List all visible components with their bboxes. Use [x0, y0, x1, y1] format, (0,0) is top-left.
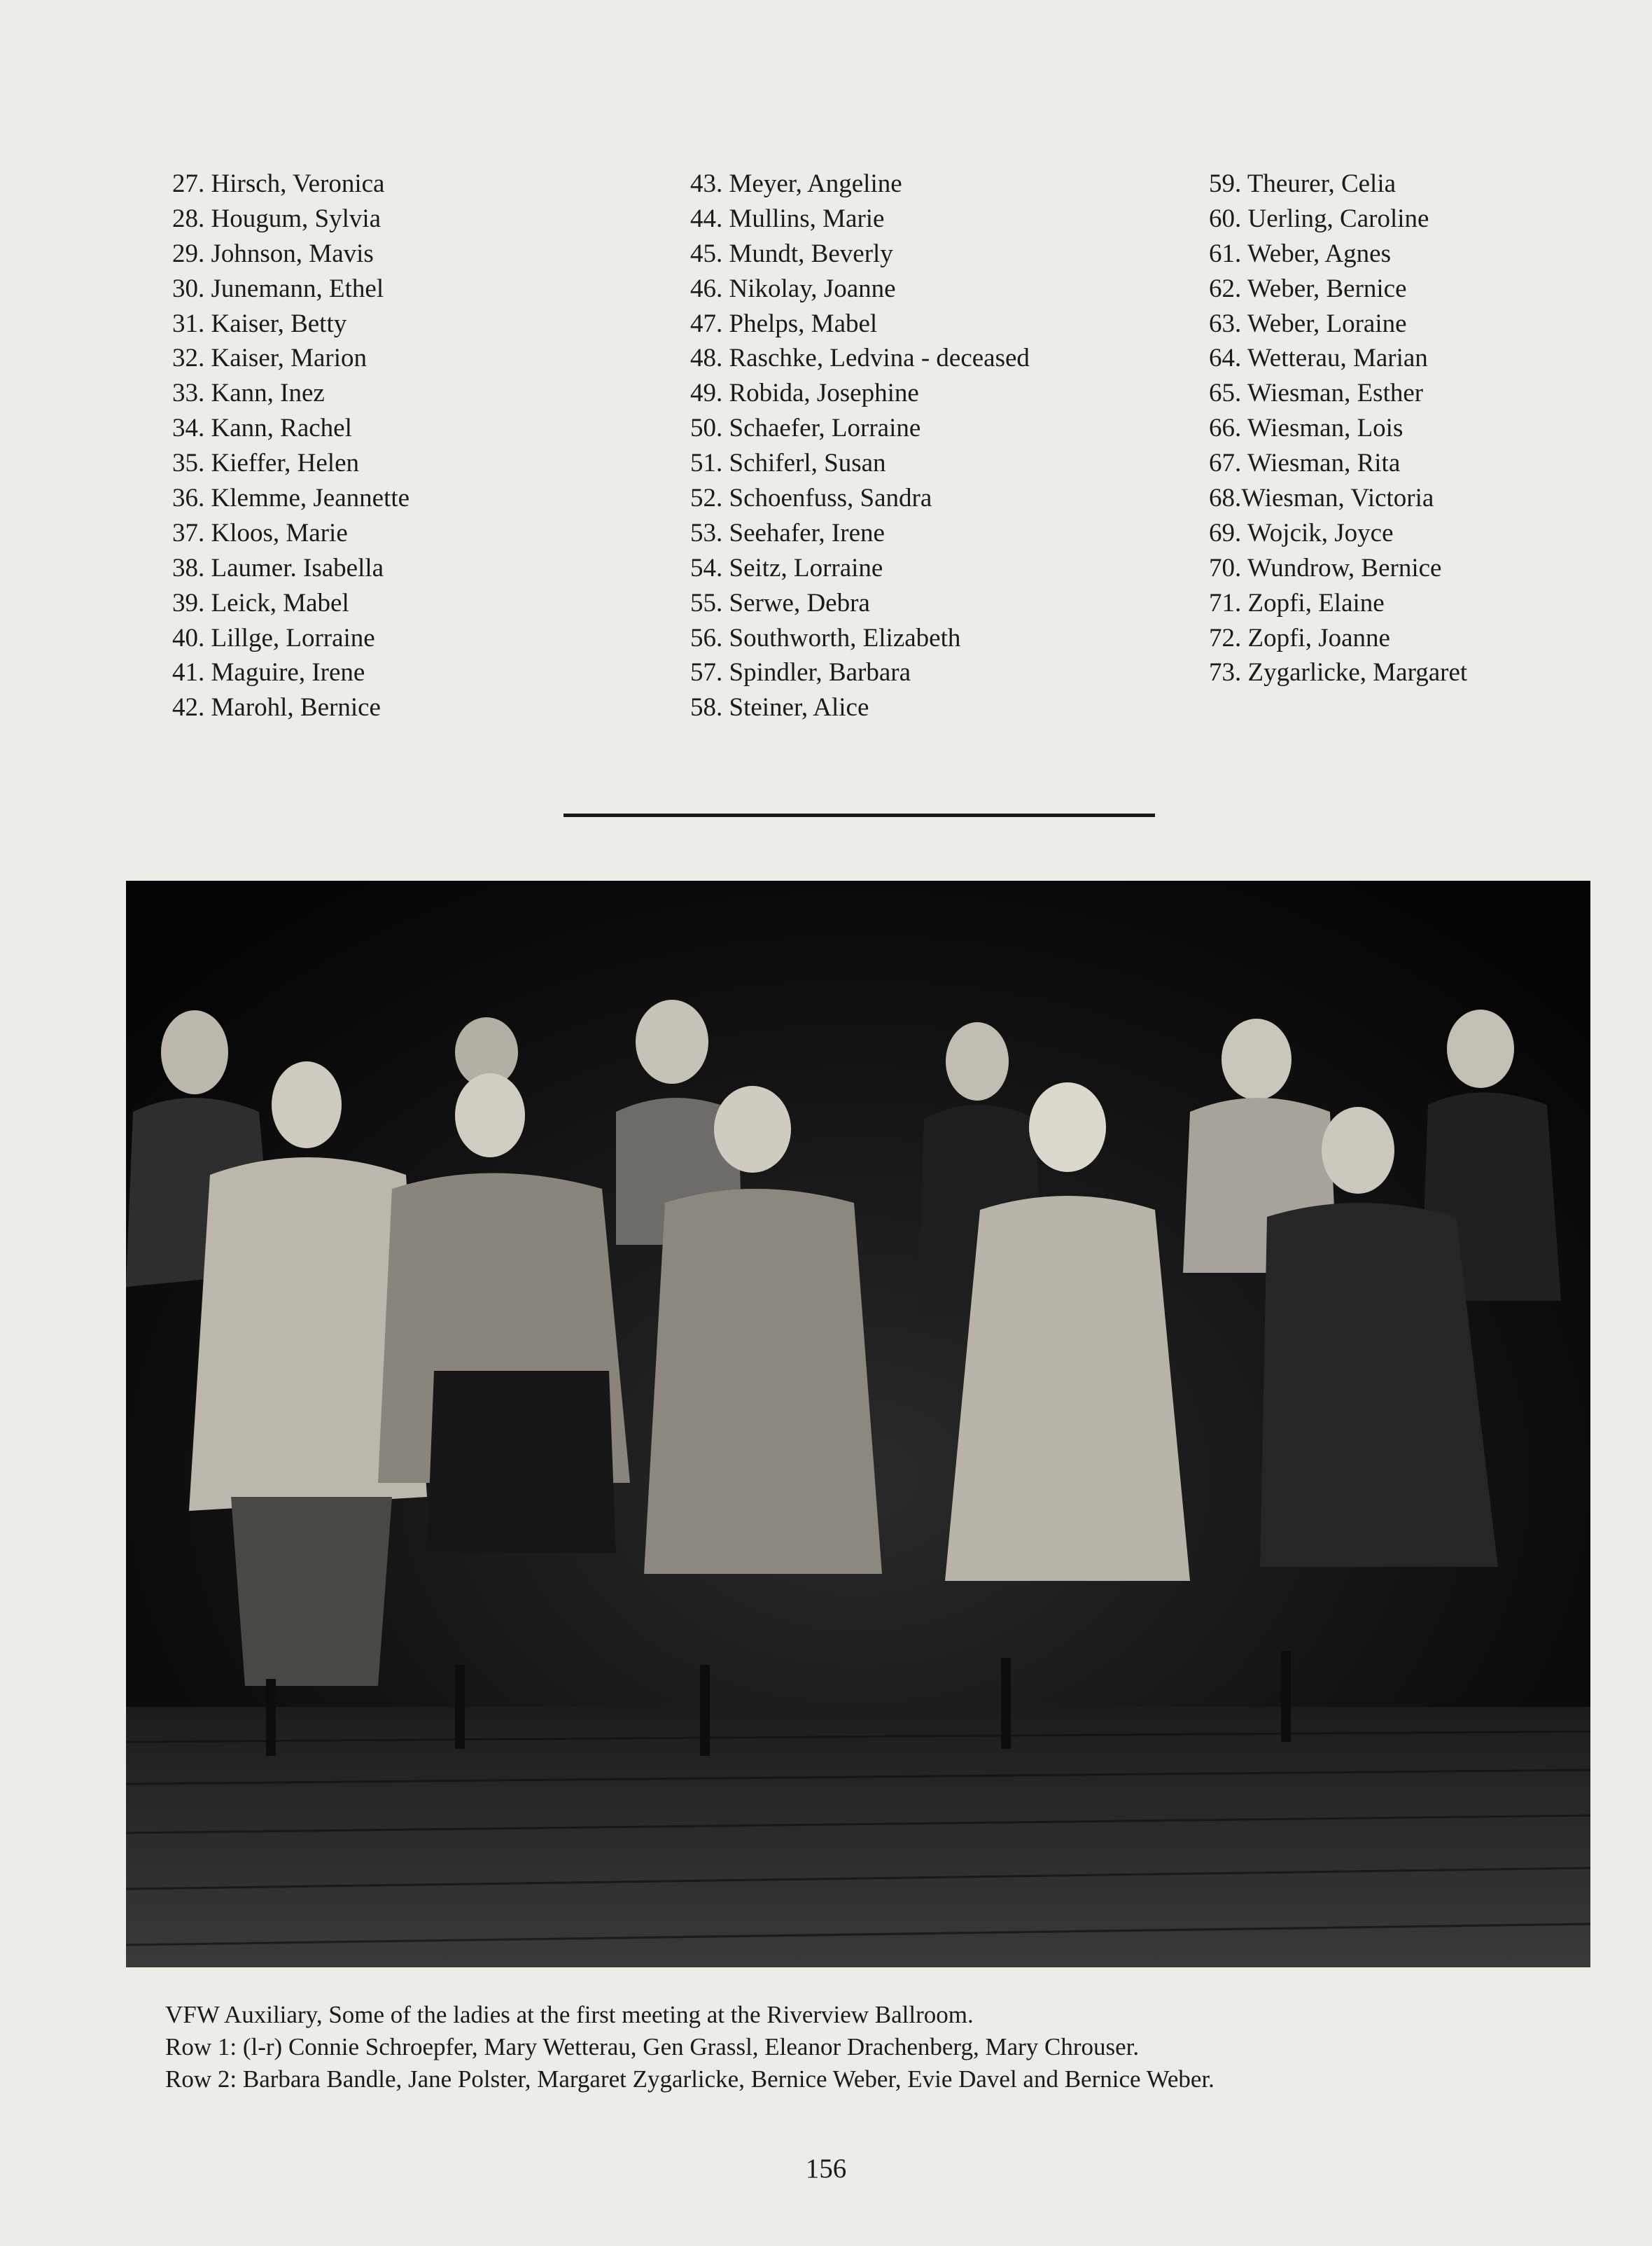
- roster-entry: 69. Wojcik, Joyce: [1209, 518, 1394, 547]
- roster-entry: 28. Hougum, Sylvia: [172, 204, 382, 233]
- caption-row-1: Row 1: (l-r) Connie Schroepfer, Mary Wetterau, Gen Grassl, Eleanor Drachenberg, Mary Chrouser.: [165, 2033, 1140, 2060]
- roster-entry: 72. Zopfi, Joanne: [1209, 623, 1390, 653]
- roster-entry: 64. Wetterau, Marian: [1209, 344, 1428, 373]
- group-photograph: [126, 881, 1590, 1967]
- roster-entry: 71. Zopfi, Elaine: [1209, 588, 1385, 618]
- roster-entry: 44. Mullins, Marie: [690, 204, 885, 233]
- caption-row-2: Row 2: Barbara Bandle, Jane Polster, Margaret Zygarlicke, Bernice Weber, Evie Davel and Bernice Weber.: [165, 2065, 1214, 2093]
- roster-entry: 47. Phelps, Mabel: [690, 309, 878, 338]
- roster-entry: 70. Wundrow, Bernice: [1209, 553, 1442, 583]
- roster-entry: 62. Weber, Bernice: [1209, 274, 1407, 303]
- roster-entry: 67. Wiesman, Rita: [1209, 449, 1401, 478]
- roster-entry: 43. Meyer, Angeline: [690, 169, 902, 198]
- roster-entry: 46. Nikolay, Joanne: [690, 274, 896, 303]
- roster-entry: 48. Raschke, Ledvina - deceased: [690, 344, 1030, 373]
- roster-column-3: [1209, 167, 1467, 690]
- roster-entry: 34. Kann, Rachel: [172, 414, 352, 443]
- roster-entry: 27. Hirsch, Veronica: [172, 169, 385, 198]
- roster-entry: 73. Zygarlicke, Margaret: [1209, 658, 1468, 688]
- roster-entry: 56. Southworth, Elizabeth: [690, 623, 961, 653]
- photo-caption: [165, 1999, 1214, 2095]
- roster-entry: 61. Weber, Agnes: [1209, 239, 1391, 268]
- roster-entry: 52. Schoenfuss, Sandra: [690, 484, 932, 513]
- roster-entry: 63. Weber, Loraine: [1209, 309, 1407, 338]
- roster-entry: 33. Kann, Inez: [172, 379, 325, 408]
- roster-entry: 41. Maguire, Irene: [172, 658, 365, 688]
- roster-entry: 30. Junemann, Ethel: [172, 274, 384, 303]
- roster-entry: 45. Mundt, Beverly: [690, 239, 893, 268]
- roster-entry: 49. Robida, Josephine: [690, 379, 919, 408]
- roster-entry: 50. Schaefer, Lorraine: [690, 414, 921, 443]
- section-divider: [564, 814, 1155, 817]
- roster-entry: 32. Kaiser, Marion: [172, 344, 368, 373]
- roster-entry: 60. Uerling, Caroline: [1209, 204, 1429, 233]
- photograph-illustration: [126, 881, 1590, 1967]
- roster-entry: 31. Kaiser, Betty: [172, 309, 347, 338]
- roster-entry: 66. Wiesman, Lois: [1209, 414, 1404, 443]
- roster-column-1: [172, 167, 410, 725]
- roster-entry: 38. Laumer. Isabella: [172, 553, 384, 583]
- roster-entry: 54. Seitz, Lorraine: [690, 553, 883, 583]
- roster-entry: 42. Marohl, Bernice: [172, 693, 381, 723]
- roster-entry: 35. Kieffer, Helen: [172, 449, 360, 478]
- roster-entry: 29. Johnson, Mavis: [172, 239, 374, 268]
- roster-entry: 37. Kloos, Marie: [172, 518, 348, 547]
- roster-entry: 65. Wiesman, Esther: [1209, 379, 1424, 408]
- roster-entry: 68.Wiesman, Victoria: [1209, 484, 1434, 513]
- page-number: 156: [805, 2154, 847, 2184]
- roster-entry: 39. Leick, Mabel: [172, 588, 349, 618]
- roster-column-2: [690, 167, 1030, 725]
- roster-entry: 51. Schiferl, Susan: [690, 449, 886, 478]
- caption-title: VFW Auxiliary, Some of the ladies at the first meeting at the Riverview Ballroom.: [165, 2001, 974, 2028]
- roster-entry: 58. Steiner, Alice: [690, 693, 869, 723]
- roster-entry: 55. Serwe, Debra: [690, 588, 870, 618]
- roster-entry: 40. Lillge, Lorraine: [172, 623, 375, 653]
- roster-entry: 57. Spindler, Barbara: [690, 658, 911, 688]
- roster-entry: 59. Theurer, Celia: [1209, 169, 1396, 198]
- roster-entry: 53. Seehafer, Irene: [690, 518, 885, 547]
- roster-entry: 36. Klemme, Jeannette: [172, 484, 410, 513]
